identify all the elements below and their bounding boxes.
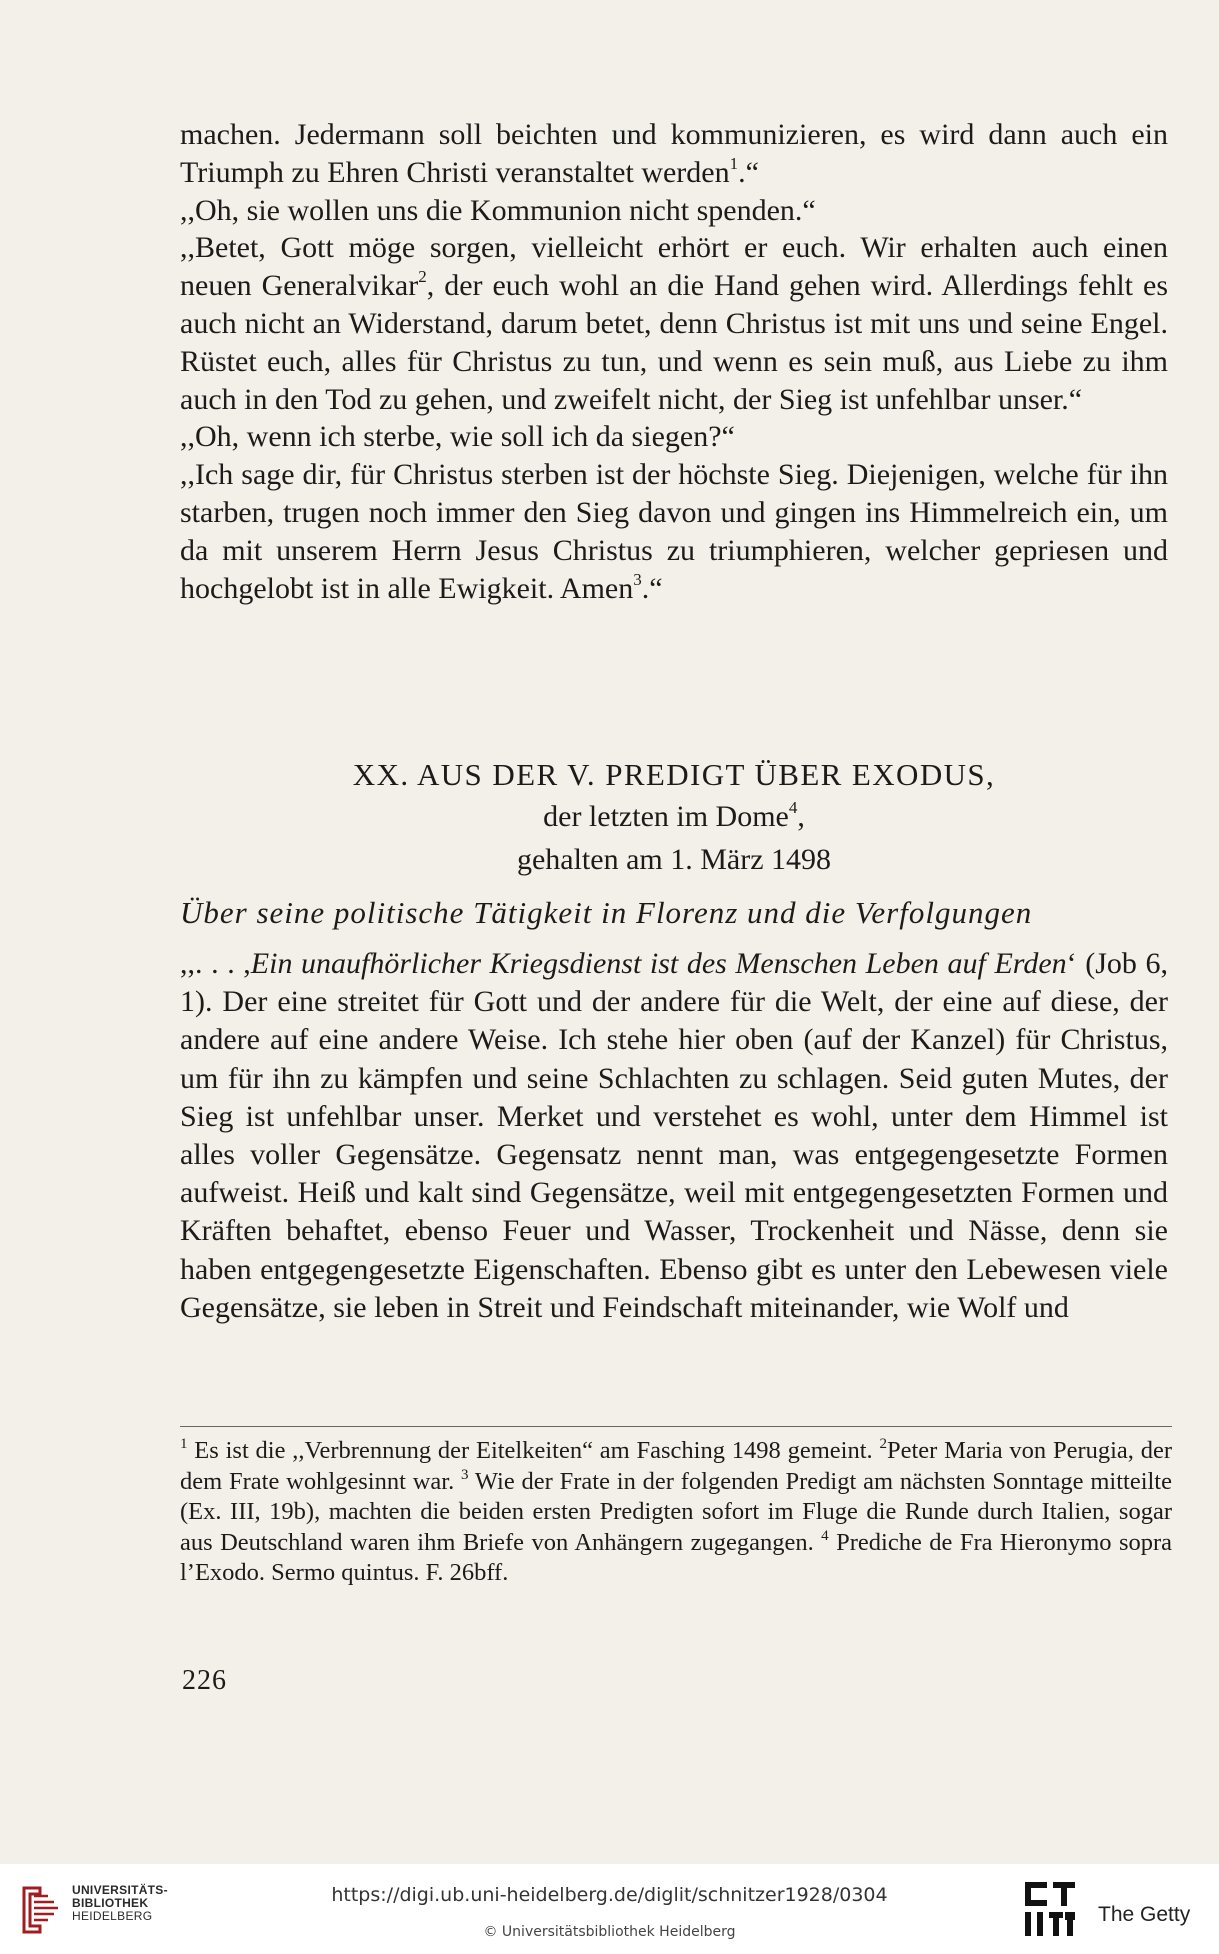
paragraph: ,,Ich sage dir, für Christus sterben ist der höchste Sieg. Diejenigen, welche für ihn starben, trugen noch immer den Sieg davon und gingen ins Himmelreich ein, um da mit unserem Herrn Jesus Christus zu triumphieren, welcher gepriesen und hochgelobt ist in alle Ewigkeit. Amen$^3$.“ xyxy=(180,458,1168,605)
footnote-mark: 1 xyxy=(180,1436,188,1452)
section-subtitle: der letzten im Dome$^4$, xyxy=(543,798,805,833)
paragraph: machen. Jedermann soll beichten und kommunizieren, es wird dann auch ein Triumph zu Ehren Christi veranstaltet werden$^1$.“ xyxy=(180,118,1168,189)
footnote-divider xyxy=(180,1426,1172,1427)
section-topic: Über seine politische Tätigkeit in Florenz und die Verfolgungen xyxy=(180,895,1033,930)
footnote-ref: 2 xyxy=(418,267,427,287)
section-heading xyxy=(180,755,1168,933)
body-text xyxy=(180,116,1168,607)
page-number: 226 xyxy=(182,1665,227,1696)
library-name: UNIVERSITÄTS- BIBLIOTHEK HEIDELBERG xyxy=(72,1883,168,1923)
footnote-ref: 4 xyxy=(788,798,798,817)
footnote-mark: 2 xyxy=(879,1436,887,1452)
footnotes: $^1$ Es ist die ,,Verbrennung der Eitelkeiten“ am Fasching 1498 gemeint. $^2$Peter Maria von Perugia, der dem Frate wohlgesinnt war. $^3$ Wie der Frate in der folgenden Predigt am nächsten Sonntage mitteilte (Ex. III, 19b), machten die beiden ersten Predigten sofort im Fluge die Runde durch Italien, sogar aus Deutschland waren ihm Briefe von Anhängern zugegangen. $^4$ Prediche de Fra Hieronymo sopra l’Exodo. Sermo quintus. F. 26bff. xyxy=(180,1436,1173,1586)
footnote-mark: 4 xyxy=(821,1527,829,1544)
paragraph: ,,. . . ,Ein unaufhörlicher Kriegsdienst ist des Menschen Leben auf Erden‘ (Job 6, 1). Der eine streitet für Gott und der andere für die Welt, der eine auf diese, der andere auf eine andere Weise. Ich stehe hier oben (auf der Kanzel) für Christus, um für ihn zu kämpfen und seine Schlachten zu schlagen. Seid guten Mutes, der Sieg ist unfehlbar unser. Merket und verstehet es wohl, unter dem Himmel ist alles voller Gegensätze. Gegensatz nennt man, was entgegengesetzte Formen aufweist. Heiß und kalt sind Gegensätze, weil mit entgegengesetzten Formen und Kräften behaftet, ebenso Feuer und Wasser, Trockenheit und Nässe, denn sie haben entgegengesetzte Eigenschaften. Ebenso gibt es unter den Lebewesen viele Gegensätze, sie leben in Streit und Feindschaft miteinander, wie Wolf und xyxy=(180,947,1168,1324)
permalink-url[interactable]: https://digi.ub.uni-heidelberg.de/diglit/schnitzer1928/0304 xyxy=(331,1884,888,1906)
paragraph: ,,Oh, wenn ich sterbe, wie soll ich da siegen?“ xyxy=(180,420,735,454)
paragraph: ,,Oh, sie wollen uns die Kommunion nicht spenden.“ xyxy=(180,193,816,227)
footnote-ref: 1 xyxy=(729,153,739,173)
footnote-mark: 3 xyxy=(461,1466,469,1483)
footnote-ref: 3 xyxy=(633,569,642,589)
section-date: gehalten am 1. März 1498 xyxy=(516,843,832,876)
section-title: XX. AUS DER V. PREDIGT ÜBER EXODUS, xyxy=(352,757,996,792)
getty-logo-icon xyxy=(1023,1880,1079,1940)
partner-name: The Getty xyxy=(1098,1903,1191,1926)
copyright-notice: © Universitätsbibliothek Heidelberg xyxy=(483,1924,736,1940)
sermon-text xyxy=(180,945,1168,1327)
paragraph: ,,Betet, Gott möge sorgen, vielleicht erhört er euch. Wir erhalten auch einen neuen Generalvikar$^2$, der euch wohl an die Hand gehen wird. Allerdings fehlt es auch nicht an Widerstand, darum betet, denn Christus ist mit uns und seine Engel. Rüstet euch, alles für Christus zu tun, und wenn es sein muß, aus Liebe zu ihm auch in den Tod zu gehen, und zweifelt nicht, der Sieg ist unfehlbar unser.“ xyxy=(180,231,1168,416)
